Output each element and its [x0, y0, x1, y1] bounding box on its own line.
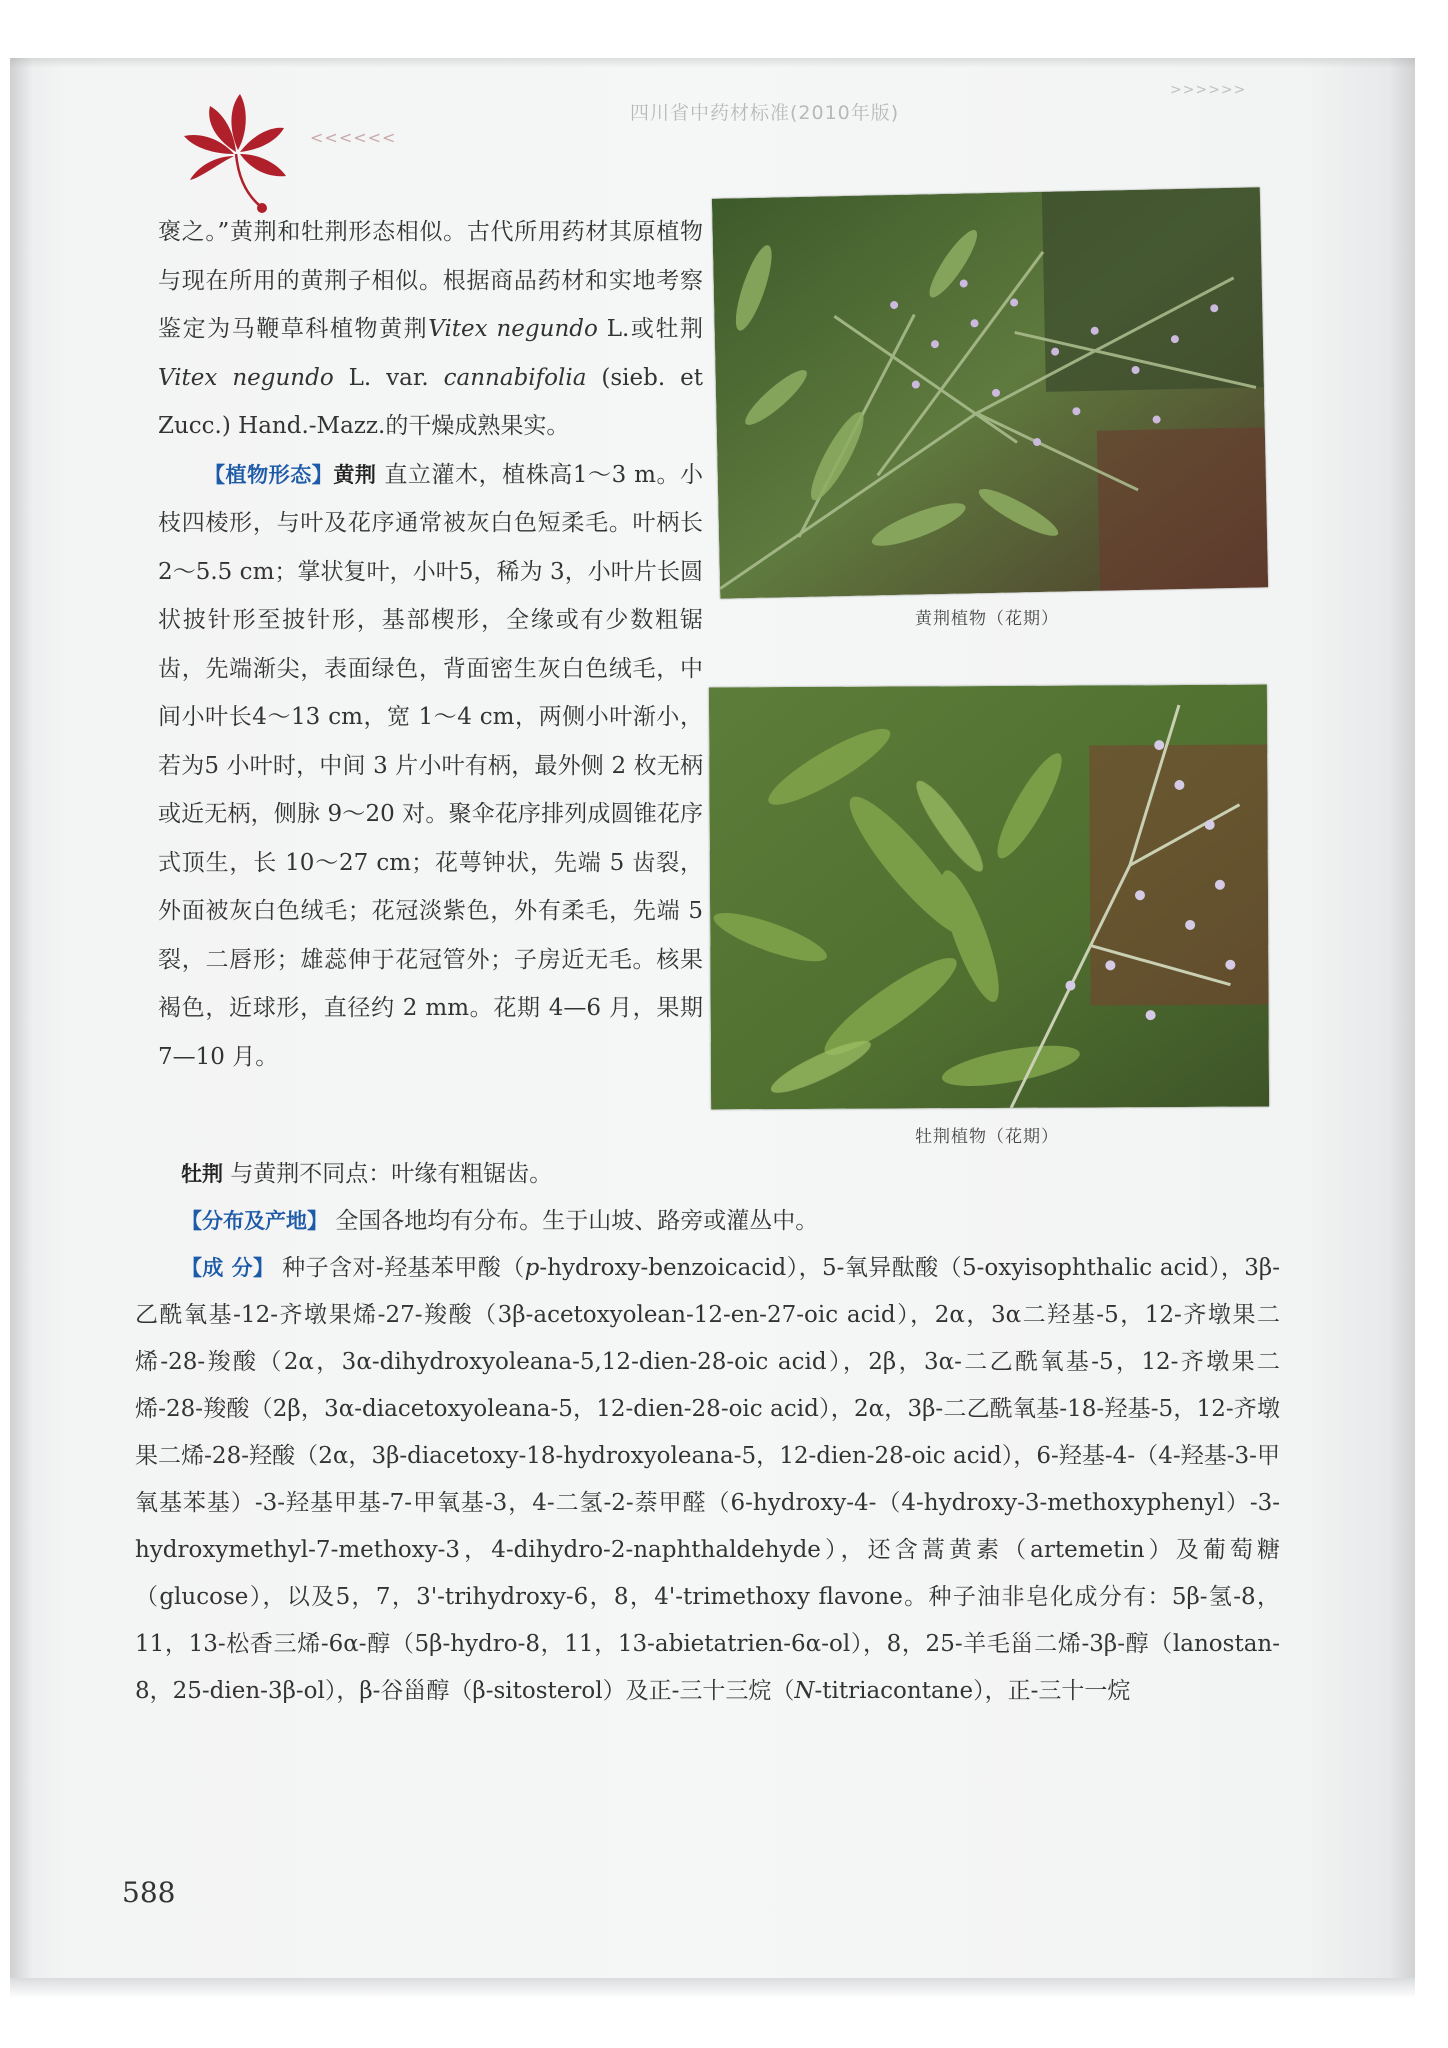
page-shadow-left: [10, 58, 32, 1978]
section-label-morphology: 【植物形态】: [204, 462, 334, 487]
photo-mujing-plant: [709, 685, 1269, 1110]
paragraph-plant-morphology: 【植物形态】黄荆 直立灌木，植株高1～3 m。小枝四棱形，与叶及花序通常被灰白色短柔毛。叶柄长 2～5.5 cm；掌状复叶，小叶5，稀为 3，小叶片长圆状披针形至披针形，基部楔形，全缘或有少数粗锯齿，先端渐尖，表面绿色，背面密生灰白色绒毛，中间小叶长4～13 cm，宽 1～4 cm，两侧小叶渐小，若为5 小叶时，中间 3 片小叶有柄，最外侧 2 枚无柄或近无柄，侧脉 9～20 对。聚伞花序排列成圆锥花序式顶生，长 10～27 cm；花萼钟状，先端 5 齿裂，外面被灰白色绒毛；花冠淡紫色，外有柔毛，先端 5 裂，二唇形；雄蕊伸于花冠管外；子房近无毛。核果褐色，近球形，直径约 2 mm。花期 4—6 月，果期 7—10 月。: [158, 461, 704, 1070]
page-number: 588: [122, 1876, 176, 1909]
book-page: [10, 58, 1415, 1978]
page-shadow-top: [10, 58, 1415, 68]
term-huangjing: 黄荆: [333, 462, 377, 487]
paragraph-constituents: 【成 分】 种子含对-羟基苯甲酸（p-hydroxy-benzoicacid），5-氧异酞酸（5-oxyisophthalic acid），3β-乙酰氧基-12-齐墩果烯-27-羧酸（3β-acetoxyolean-12-en-27-oic acid），2α，3α二羟基-5，12-齐墩果二烯-28-羧酸（2α，3α-dihydroxyoleana-5,12-dien-28-oic acid），2β，3α-二乙酰氧基-5，12-齐墩果二烯-28-羧酸（2β，3α-diacetoxyoleana-5，12-dien-28-oic acid），2α，3β-二乙酰氧基-18-羟基-5，12-齐墩果二烯-28-羟酸（2α，3β-diacetoxy-18-hydroxyoleana-5，12-dien-28-oic acid），6-羟基-4-（4-羟基-3-甲氧基苯基）-3-羟基甲基-7-甲氧基-3，4-二氢-2-萘甲醛（6-hydroxy-4-（4-hydroxy-3-methoxyphenyl）-3-hydroxymethyl-7-methoxy-3，4-dihydro-2-naphthaldehyde），还含蒿黄素（artemetin）及葡萄糖（glucose），以及5，7，3'-trihydroxy-6，8，4'-trimethoxy flavone。种子油非皂化成分有：5β-氢-8，11，13-松香三烯-6α-醇（5β-hydro-8，11，13-abietatrien-6α-ol），8，25-羊毛甾二烯-3β-醇（lanostan-8，25-dien-3β-ol），β-谷甾醇（β-sitosterol）及正-三十三烷（N-titriacontane），正-三十一烷: [135, 1255, 1280, 1704]
page-bottom-edge: [10, 1978, 1415, 1998]
running-header-title: 四川省中药材标准(2010年版): [630, 102, 900, 124]
paragraph-identification: 褒之。”黄荆和牡荆形态相似。古代所用药材其原植物与现在所用的黄荆子相似。根据商品药材和实地考察鉴定为马鞭草科植物黄荆Vitex negundo L.或牡荆Vitex negundo L. var. cannabifolia (sieb. et Zucc.) Hand.-Mazz.的干燥成熟果实。: [158, 219, 704, 439]
paragraph-mujing: 牡荆 与黄荆不同点：叶缘有粗锯齿。: [181, 1161, 553, 1187]
header-arrows-left: <<<<<<: [310, 128, 397, 147]
section-label-constituents: 【成 分】: [181, 1256, 275, 1280]
page-shadow-right: [1389, 58, 1415, 1978]
header-arrows-right: >>>>>>: [1170, 82, 1247, 98]
paragraph-distribution: 【分布及产地】 全国各地均有分布。生于山坡、路旁或灌丛中。: [181, 1208, 819, 1234]
left-text-column: [158, 208, 703, 1081]
section-label-distribution: 【分布及产地】: [181, 1209, 328, 1233]
photo-huangjing-plant: [712, 187, 1268, 598]
full-width-text-block: [135, 1151, 1280, 1715]
photo1-caption: 黄荆植物（花期）: [915, 609, 1059, 629]
red-leaves-logo-icon: [178, 88, 298, 218]
term-mujing: 牡荆: [181, 1162, 223, 1186]
photo2-caption: 牡荆植物（花期）: [915, 1127, 1059, 1147]
